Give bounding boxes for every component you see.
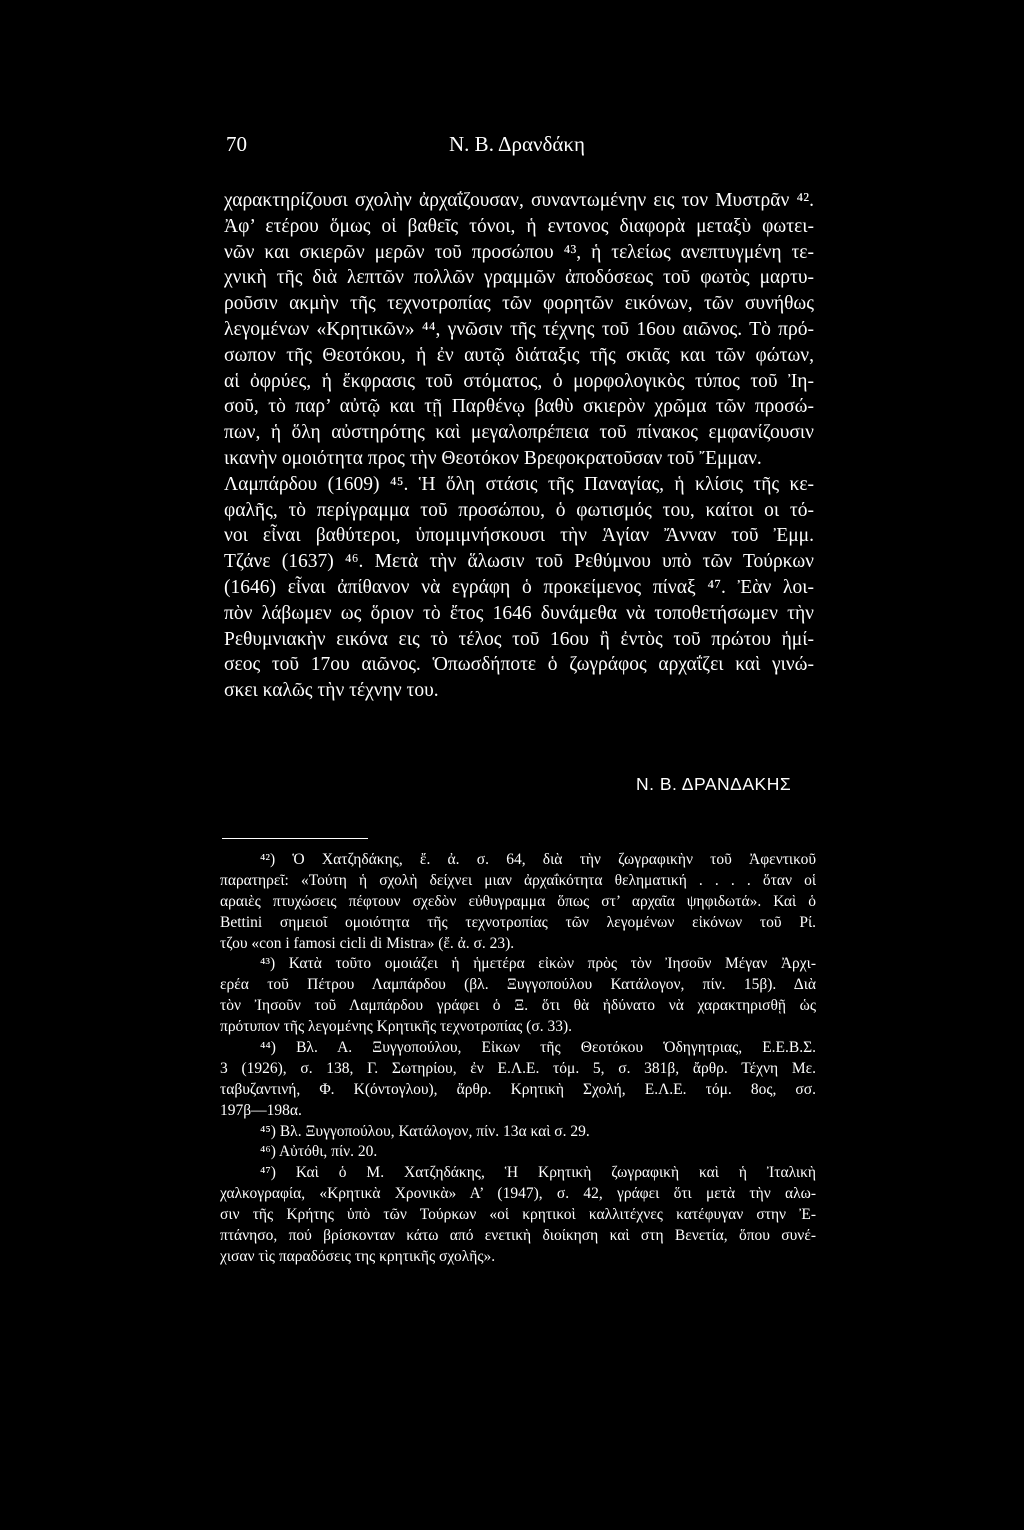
page-header bbox=[226, 132, 808, 162]
footnotes bbox=[220, 850, 816, 1268]
body-line: πὸν λάβωμεν ως ὅριον τὸ ἔτος 1646 δυνάμεθα νὰ τοποθετήσωμεν τὴν bbox=[224, 602, 814, 624]
body-line: Λαμπάρδου (1609) ⁴⁵. Ἡ ὅλη στάσις τῆς Παναγίας, ἡ κλίσις τῆς κε- bbox=[224, 473, 814, 495]
footnote-line: τὸν Ἰησοῦν τοῦ Λαμπάρδου γράφει ὁ Ξ. ὅτι θὰ ἠδύνατο νὰ χαρακτηρισθῇ ὡς bbox=[220, 997, 816, 1015]
body-line: ροῦσιν ακμὴν τῆς τεχνοτροπίας τῶν φορητῶν εικόνων, τῶν συνήθως bbox=[224, 293, 814, 315]
author-signature: Ν. Β. ΔΡΑΝΔΑΚΗΣ bbox=[636, 774, 792, 794]
footnote-start-line: ⁴⁶) Αὐτόθι, πίν. 20. bbox=[260, 1143, 378, 1161]
body-text bbox=[224, 188, 814, 704]
body-line: σεος τοῦ 17ου αιῶνος. Ὁπωσδήποτε ὁ ζωγράφος αρχαΐζει καὶ γινώ- bbox=[224, 654, 814, 676]
body-line: Τζάνε (1637) ⁴⁶. Μετὰ τὴν ἅλωσιν τοῦ Ρεθύμνου υπὸ τῶν Τούρκων bbox=[224, 551, 814, 573]
footnote-start-line: ⁴⁷) Καὶ ὁ Μ. Χατζηδάκης, Ἡ Κρητικὴ ζωγραφικὴ καὶ ἡ Ἰταλικὴ bbox=[260, 1164, 816, 1182]
footnote-line: 197β—198α. bbox=[220, 1101, 302, 1119]
body-line: σωπον τῆς Θεοτόκου, ἡ ἐν αυτῷ διάταξις τῆς σκιᾶς και τῶν φώτων, bbox=[224, 344, 814, 366]
footnote-line: παρατηρεῖ: «Τούτη ἡ σχολὴ δείχνει μιαν ἀρχαΐκότητα θεληματική . . . . ὅταν οἱ bbox=[220, 871, 816, 889]
footnote-start-line: ⁴³) Κατὰ τοῦτο ομοιάζει ἡ ἡμετέρα εἰκὼν πρὸς τὸν Ἰησοῦν Μέγαν Ἀρχι- bbox=[260, 955, 816, 973]
body-line: χνικὴ τῆς διὰ λεπτῶν πολλῶν γραμμῶν ἀποδόσεως τοῦ φωτὸς μαρτυ- bbox=[224, 267, 814, 289]
body-line: νοι εἶναι βαθύτεροι, ὑπομιμνήσκουσι τὴν Ἁγίαν Ἄνναν τοῦ Ἐμμ. bbox=[224, 525, 814, 547]
body-line: φαλῆς, τὸ περίγραμμα τοῦ προσώπου, ὁ φωτισμός του, καίτοι οι τό- bbox=[224, 499, 814, 521]
body-line: σκει καλῶς τὴν τέχνην του. bbox=[224, 680, 439, 702]
running-head: Ν. Β. Δρανδάκη bbox=[449, 132, 585, 156]
footnote-line: σιν τῆς Κρήτης ὑπὸ τῶν Τούρκων «οἱ κρητικοὶ καλλιτέχνες κατέφυγαν στην Ἐ- bbox=[220, 1206, 816, 1224]
footnote-line: ερέα τοῦ Πέτρου Λαμπάρδου (βλ. Ξυγγοπούλου Κατάλογον, πίν. 15β). Διὰ bbox=[220, 976, 816, 994]
footnote-start-line: ⁴⁵) Βλ. Ξυγγοπούλου, Κατάλογον, πίν. 13α καὶ σ. 29. bbox=[260, 1122, 590, 1140]
body-line: λεγομένων «Κρητικῶν» ⁴⁴, γνῶσιν τῆς τέχνης τοῦ 16ου αιῶνος. Τὸ πρό- bbox=[224, 318, 814, 340]
body-line: πων, ἡ ὅλη αὐστηρότης καὶ μεγαλοπρέπεια τοῦ πίνακος εμφανίζουσιν bbox=[224, 422, 814, 444]
footnote-line: πτάνησο, πού βρίσκονταν κάτω από ενετικὴ διοίκηση καὶ στη Βενετία, ὅπου συνέ- bbox=[220, 1227, 816, 1245]
page-number: 70 bbox=[226, 132, 247, 156]
footnote-line: αραιὲς πτυχώσεις πέφτουν σχεδὸν εὐθυγραμμα ὅπως στ’ αρχαῖα ψηφιδωτά». Καὶ ὁ bbox=[220, 892, 816, 910]
body-line: χαρακτηρίζουσι σχολὴν ἀρχαΐζουσαν, συναντωμένην εις τον Μυστρᾶν ⁴². bbox=[224, 190, 814, 211]
body-line: Ρεθυμνιακὴν εικόνα εις τὸ τέλος τοῦ 16ου ἢ ἐντὸς τοῦ πρώτου ἡμί- bbox=[224, 628, 814, 650]
footnote-start-line: ⁴⁴) Βλ. Α. Ξυγγοπούλου, Εἰκων τῆς Θεοτόκου Ὁδηγητριας, Ε.Ε.Β.Σ. bbox=[260, 1039, 816, 1057]
footnote-line: 3 (1926), σ. 138, Γ. Σωτηρίου, ἐν Ε.Λ.Ε. τόμ. 5, σ. 381β, ἄρθρ. Τέχνη Με. bbox=[220, 1059, 816, 1077]
body-line: ικανὴν ομοιότητα προς τὴν Θεοτόκον Βρεφοκρατοῦσαν τοῦ Ἔμμαν. bbox=[224, 447, 762, 469]
body-line: αἱ ὀφρύες, ἡ ἔκφρασις τοῦ στόματος, ὁ μορφολογικὸς τύπος τοῦ Ἰη- bbox=[224, 370, 814, 392]
footnote-line: χαλκογραφία, «Κρητικὰ Χρονικὰ» Α’ (1947), σ. 42, γράφει ὅτι μετὰ τὴν αλω- bbox=[220, 1185, 816, 1203]
footnote-start-line: ⁴²) Ὁ Χατζηδάκης, ἔ. ἀ. σ. 64, διὰ τὴν ζωγραφικὴν τοῦ Ἀφεντικοῦ bbox=[260, 851, 816, 868]
footnote-line: πρότυπον τῆς λεγομένης Κρητικῆς τεχνοτροπίας (σ. 33). bbox=[220, 1018, 572, 1036]
footnote-line: ταβυζαντινή, Φ. Κ(όντογλου), ἄρθρ. Κρητικὴ Σχολή, Ε.Λ.Ε. τόμ. 8ος, σσ. bbox=[220, 1080, 816, 1098]
footnote-line: τζου «con i famosi cicli di Mistra» (ἔ. ἀ. σ. 23). bbox=[220, 934, 515, 952]
body-line: νῶν και σκιερῶν μερῶν τοῦ προσώπου ⁴³, ἡ τελείως ανεπτυγμένη τε- bbox=[224, 241, 814, 263]
body-line: Ἀφ’ ετέρου ὅμως οἱ βαθεῖς τόνοι, ἡ εντονος διαφορὰ μεταξὺ φωτει- bbox=[224, 215, 814, 237]
footnote-line: χισαν τὶς παραδόσεις της κρητικῆς σχολῆς». bbox=[220, 1247, 496, 1265]
footnote-rule bbox=[222, 838, 368, 839]
body-line: σοῦ, τὸ παρ’ αὐτῷ και τῇ Παρθένῳ βαθὺ σκιερὸν χρῶμα τῶν προσώ- bbox=[224, 396, 814, 418]
footnote-line: Bettini σημειοῖ ομοιότητα τῆς τεχνοτροπίας τῶν λεγομένων εἰκόνων τοῦ Ρί. bbox=[220, 913, 816, 931]
body-line: (1646) εἶναι ἀπίθανον νὰ εγράφη ὁ προκείμενος πίναξ ⁴⁷. Ἐὰν λοι- bbox=[224, 576, 814, 598]
